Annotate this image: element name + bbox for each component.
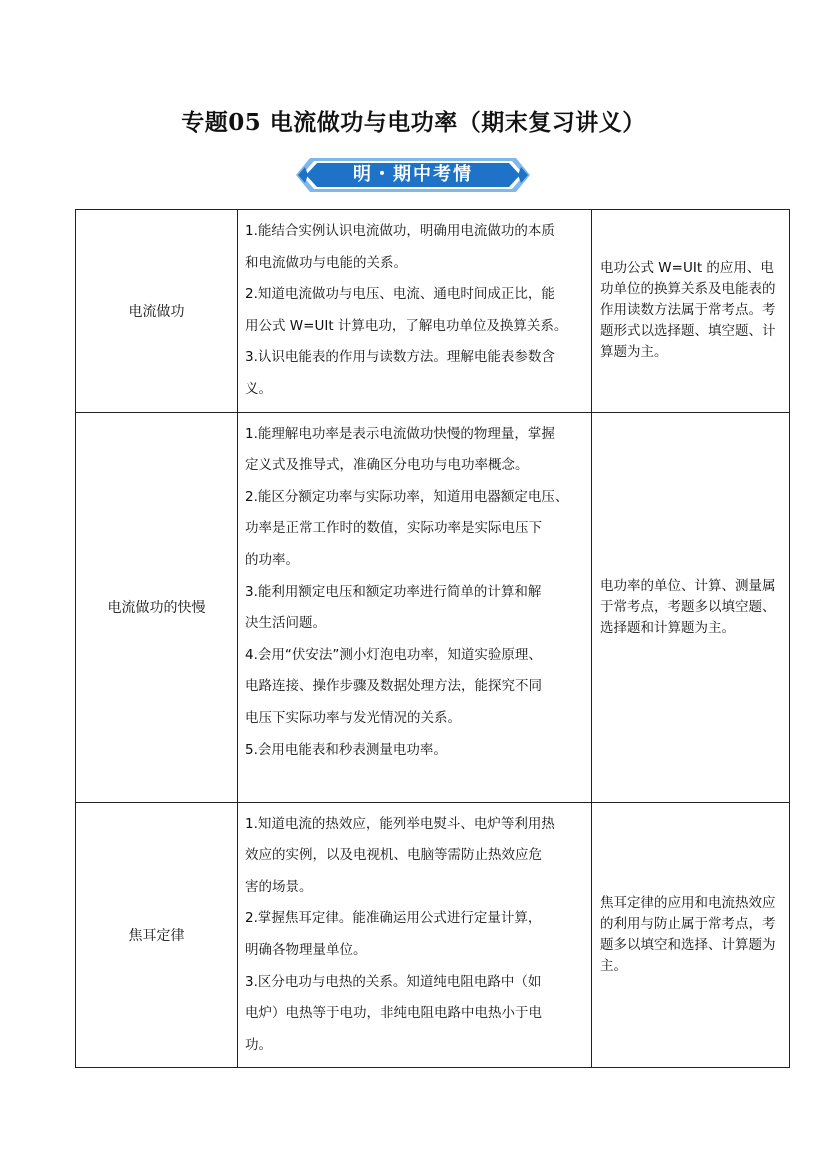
requirement-line: 4.会用“伏安法”测小灯泡电功率，知道实验原理、 [245,646,542,663]
topic-cell: 电流做功的快慢 [76,412,238,802]
requirement-line: 和电流做功与电能的关系。 [245,254,407,271]
requirements-cell [238,412,592,802]
requirement-line: 1.知道电流的热效应，能列举电熨斗、电炉等利用热 [245,815,555,832]
requirement-line: 效应的实例，以及电视机、电脑等需防止热效应危 [245,847,542,864]
requirement-line: 害的场景。 [245,878,313,895]
table-row [76,802,790,1068]
requirement-line: 决生活问题。 [245,615,326,632]
requirement-line: 1.能理解电功率是表示电流做功快慢的物理量，掌握 [245,425,555,442]
requirement-line: 3.能利用额定电压和额定功率进行简单的计算和解 [245,583,542,600]
topic-cell: 电流做功 [76,210,238,413]
requirement-line: 电压下实际功率与发光情况的关系。 [245,709,461,726]
requirement-line: 5.会用电能表和秒表测量电功率。 [245,741,447,758]
requirement-line: 定义式及推导式，准确区分电功与电功率概念。 [245,457,529,474]
requirements-cell [238,802,592,1068]
requirement-line: 1.能结合实例认识电流做功，明确用电流做功的本质 [245,223,555,239]
table-row [76,412,790,802]
requirement-line: 用公式 W=UIt 计算电功，了解电功单位及换算关系。 [245,317,568,334]
requirement-line: 的功率。 [245,551,299,568]
requirement-line: 3.认识电能表的作用与读数方法。理解电能表参数含 [245,349,555,366]
exam-note-cell: 电功率的单位、计算、测量属于常考点，考题多以填空题、选择题和计算题为主。 [592,412,790,802]
requirements-table [75,209,790,1068]
requirement-line: 2.知道电流做功与电压、电流、通电时间成正比，能 [245,286,555,303]
requirement-line: 义。 [245,380,272,397]
page-title: 专题05 电流做功与电功率（期末复习讲义） [181,109,646,136]
requirement-line: 电路连接、操作步骤及数据处理方法，能探究不同 [245,678,542,695]
exam-note-cell: 焦耳定律的应用和电流热效应的利用与防止属于常考点，考题多以填空和选择、计算题为主。 [592,802,790,1068]
requirement-line: 2.掌握焦耳定律。能准确运用公式进行定量计算， [245,910,542,927]
requirement-line: 2.能区分额定功率与实际功率，知道用电器额定电压、 [245,488,569,505]
requirement-line: 3.区分电功与电热的关系。知道纯电阻电路中（如 [245,973,542,990]
requirement-line: 功率是正常工作时的数值，实际功率是实际电压下 [245,520,542,537]
requirement-line: 功。 [245,1036,272,1053]
exam-note-cell: 电功公式 W=UIt 的应用、电功单位的换算关系及电能表的作用读数方法属于常考点。考题形式以选择题、填空题、计算题为主。 [592,210,790,413]
requirement-line: 电炉）电热等于电功，非纯电阻电路中电热小于电 [245,1005,542,1022]
requirements-cell [238,210,592,413]
requirement-line: 明确各物理量单位。 [245,941,367,958]
topic-cell: 焦耳定律 [76,802,238,1068]
banner-label: 明・期中考情 [353,164,473,185]
section-banner [296,154,530,196]
table-row [76,210,790,413]
